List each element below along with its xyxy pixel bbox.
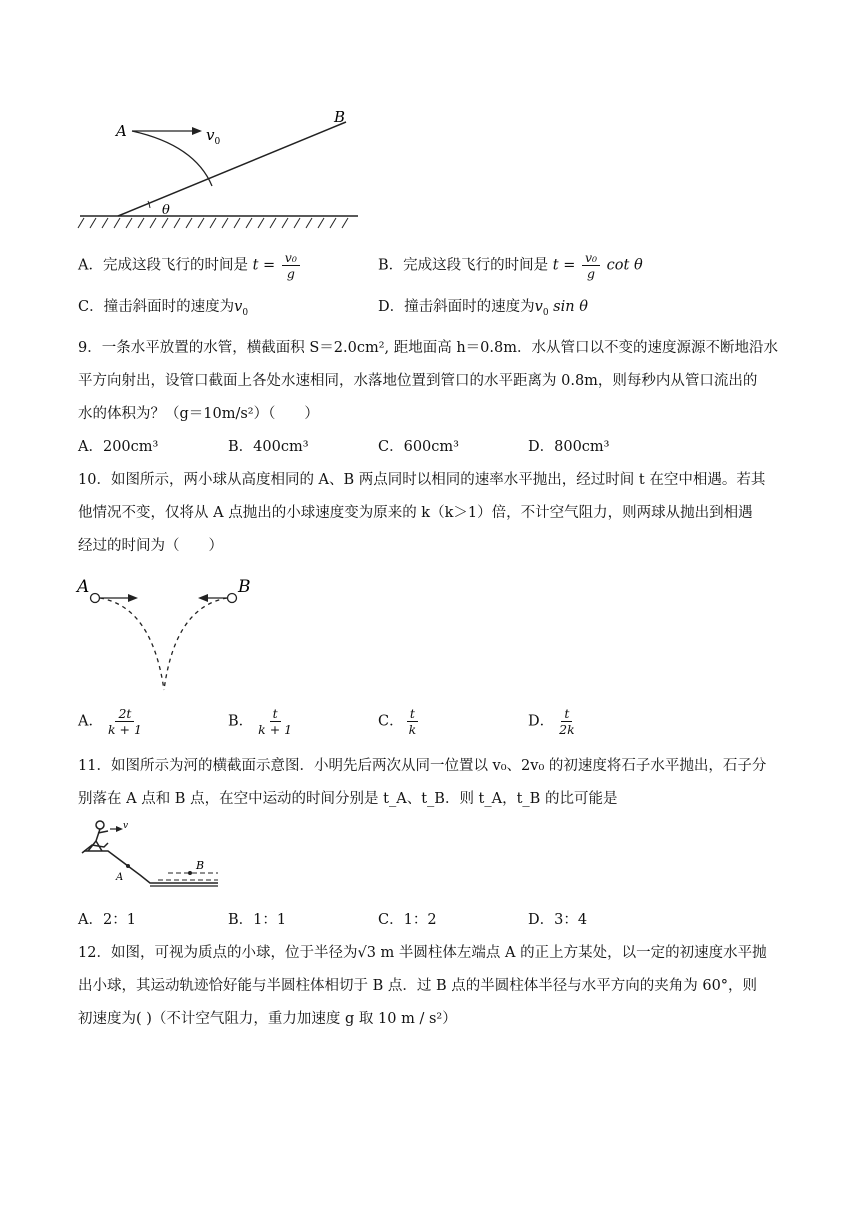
q9-line-1: 9．一条水平放置的水管，横截面积 S＝2.0cm², 距地面高 h＝0.8m．水从管口以不变的速度源源不断地沿水 [78, 340, 778, 356]
q8-option-a-fraction: $\frac{\text{v₀}}{g}$ [282, 250, 300, 281]
q8-option-c: C．撞击斜面时的速度为$v_0$ [78, 299, 249, 318]
river-figure [78, 813, 228, 888]
q12-line-1: 12．如图，可视为质点的小球，位于半径为√3 m 半圆柱体左端点 A 的正上方某处，以一定的初速度水平抛 [78, 945, 767, 961]
q8-option-b-tail: cot θ [606, 257, 643, 274]
q12-line-3: 初速度为( )（不计空气阻力，重力加速度 g 取 10 m / s²） [78, 1011, 457, 1027]
q11-option-a: A．2：1 [78, 912, 136, 928]
svg-text:v0 [206, 126, 220, 147]
q9-option-c: C．600cm³ [378, 439, 459, 455]
q8-option-a-letter: A． [78, 257, 103, 274]
q10-option-c: C． $\frac{t}{k}$ [378, 706, 417, 737]
q11-option-d: D．3：4 [528, 912, 588, 928]
fig8-label-a: A [116, 122, 127, 140]
two-balls-figure [72, 572, 262, 694]
fig8-label-v0: v [206, 126, 215, 144]
q10-line-3: 经过的时间为（ ） [78, 538, 223, 554]
q9-line-2: 平方向射出，设管口截面上各处水速相同，水落地位置到管口的水平距离为 0.8m，则每秒内从管口流出的 [78, 373, 758, 389]
q12-line-2: 出小球，其运动轨迹恰好能与半圆柱体相切于 B 点．过 B 点的半圆柱体半径与水平方向的夹角为 60°，则 [78, 978, 758, 994]
fig11-label-v: v [123, 821, 129, 831]
fig11-label-b: B [196, 859, 205, 872]
fig8-label-theta: θ [162, 203, 170, 218]
q11-line-1: 11．如图所示为河的横截面示意图．小明先后两次从同一位置以 v₀、2v₀ 的初速度将石子水平抛出，石子分 [78, 758, 767, 774]
fig8-label-b: B [334, 108, 346, 126]
q9-option-a: A．200cm³ [78, 439, 159, 455]
q8-option-a [78, 250, 302, 281]
q8-option-b-letter: B． [378, 257, 404, 274]
q8-option-a-text: 完成这段飞行的时间是 [102, 257, 248, 274]
fig11-label-a: A [116, 872, 124, 883]
q10-option-d: D． $\frac{t}{2k}$ [528, 706, 575, 737]
q11-option-b: B．1：1 [228, 912, 287, 928]
q9-line-3: 水的体积为？（g＝10m/s²）（ ） [78, 406, 319, 422]
q9-option-b: B．400cm³ [228, 439, 309, 455]
fig10-label-a: A [77, 577, 90, 597]
q11-line-2: 别落在 A 点和 B 点，在空中运动的时间分别是 t_A、t_B．则 t_A，t_B 的比可能是 [78, 791, 618, 807]
q8-option-a-lhs: t = [252, 257, 276, 274]
q8-option-b-fraction: $\frac{\text{v₀}}{g}$ [582, 250, 600, 281]
q10-option-b: B． $\frac{t}{k + 1}$ [228, 706, 293, 737]
q10-line-1: 10．如图所示，两小球从高度相同的 A、B 两点同时以相同的速率水平抛出，经过时间 t 在空中相遇。若其 [78, 472, 766, 488]
q8-option-b [378, 250, 643, 281]
q8-option-b-lhs: t = [552, 257, 576, 274]
fig8-label-v0-sub: 0 [214, 137, 221, 147]
incline-figure [70, 100, 370, 235]
fig10-label-b: B [238, 577, 251, 597]
q10-option-a: A． $\frac{2t}{k + 1}$ [78, 706, 142, 737]
q9-option-d: D．800cm³ [528, 439, 610, 455]
q11-option-c: C．1：2 [378, 912, 437, 928]
q8-option-b-text: 完成这段飞行的时间是 [403, 257, 549, 274]
q8-option-d: D．撞击斜面时的速度为$v_0$ sin θ [378, 299, 588, 318]
q10-line-2: 他情况不变，仅将从 A 点抛出的小球速度变为原来的 k（k＞1）倍，不计空气阻力，则两球从抛出到相遇 [78, 505, 753, 521]
